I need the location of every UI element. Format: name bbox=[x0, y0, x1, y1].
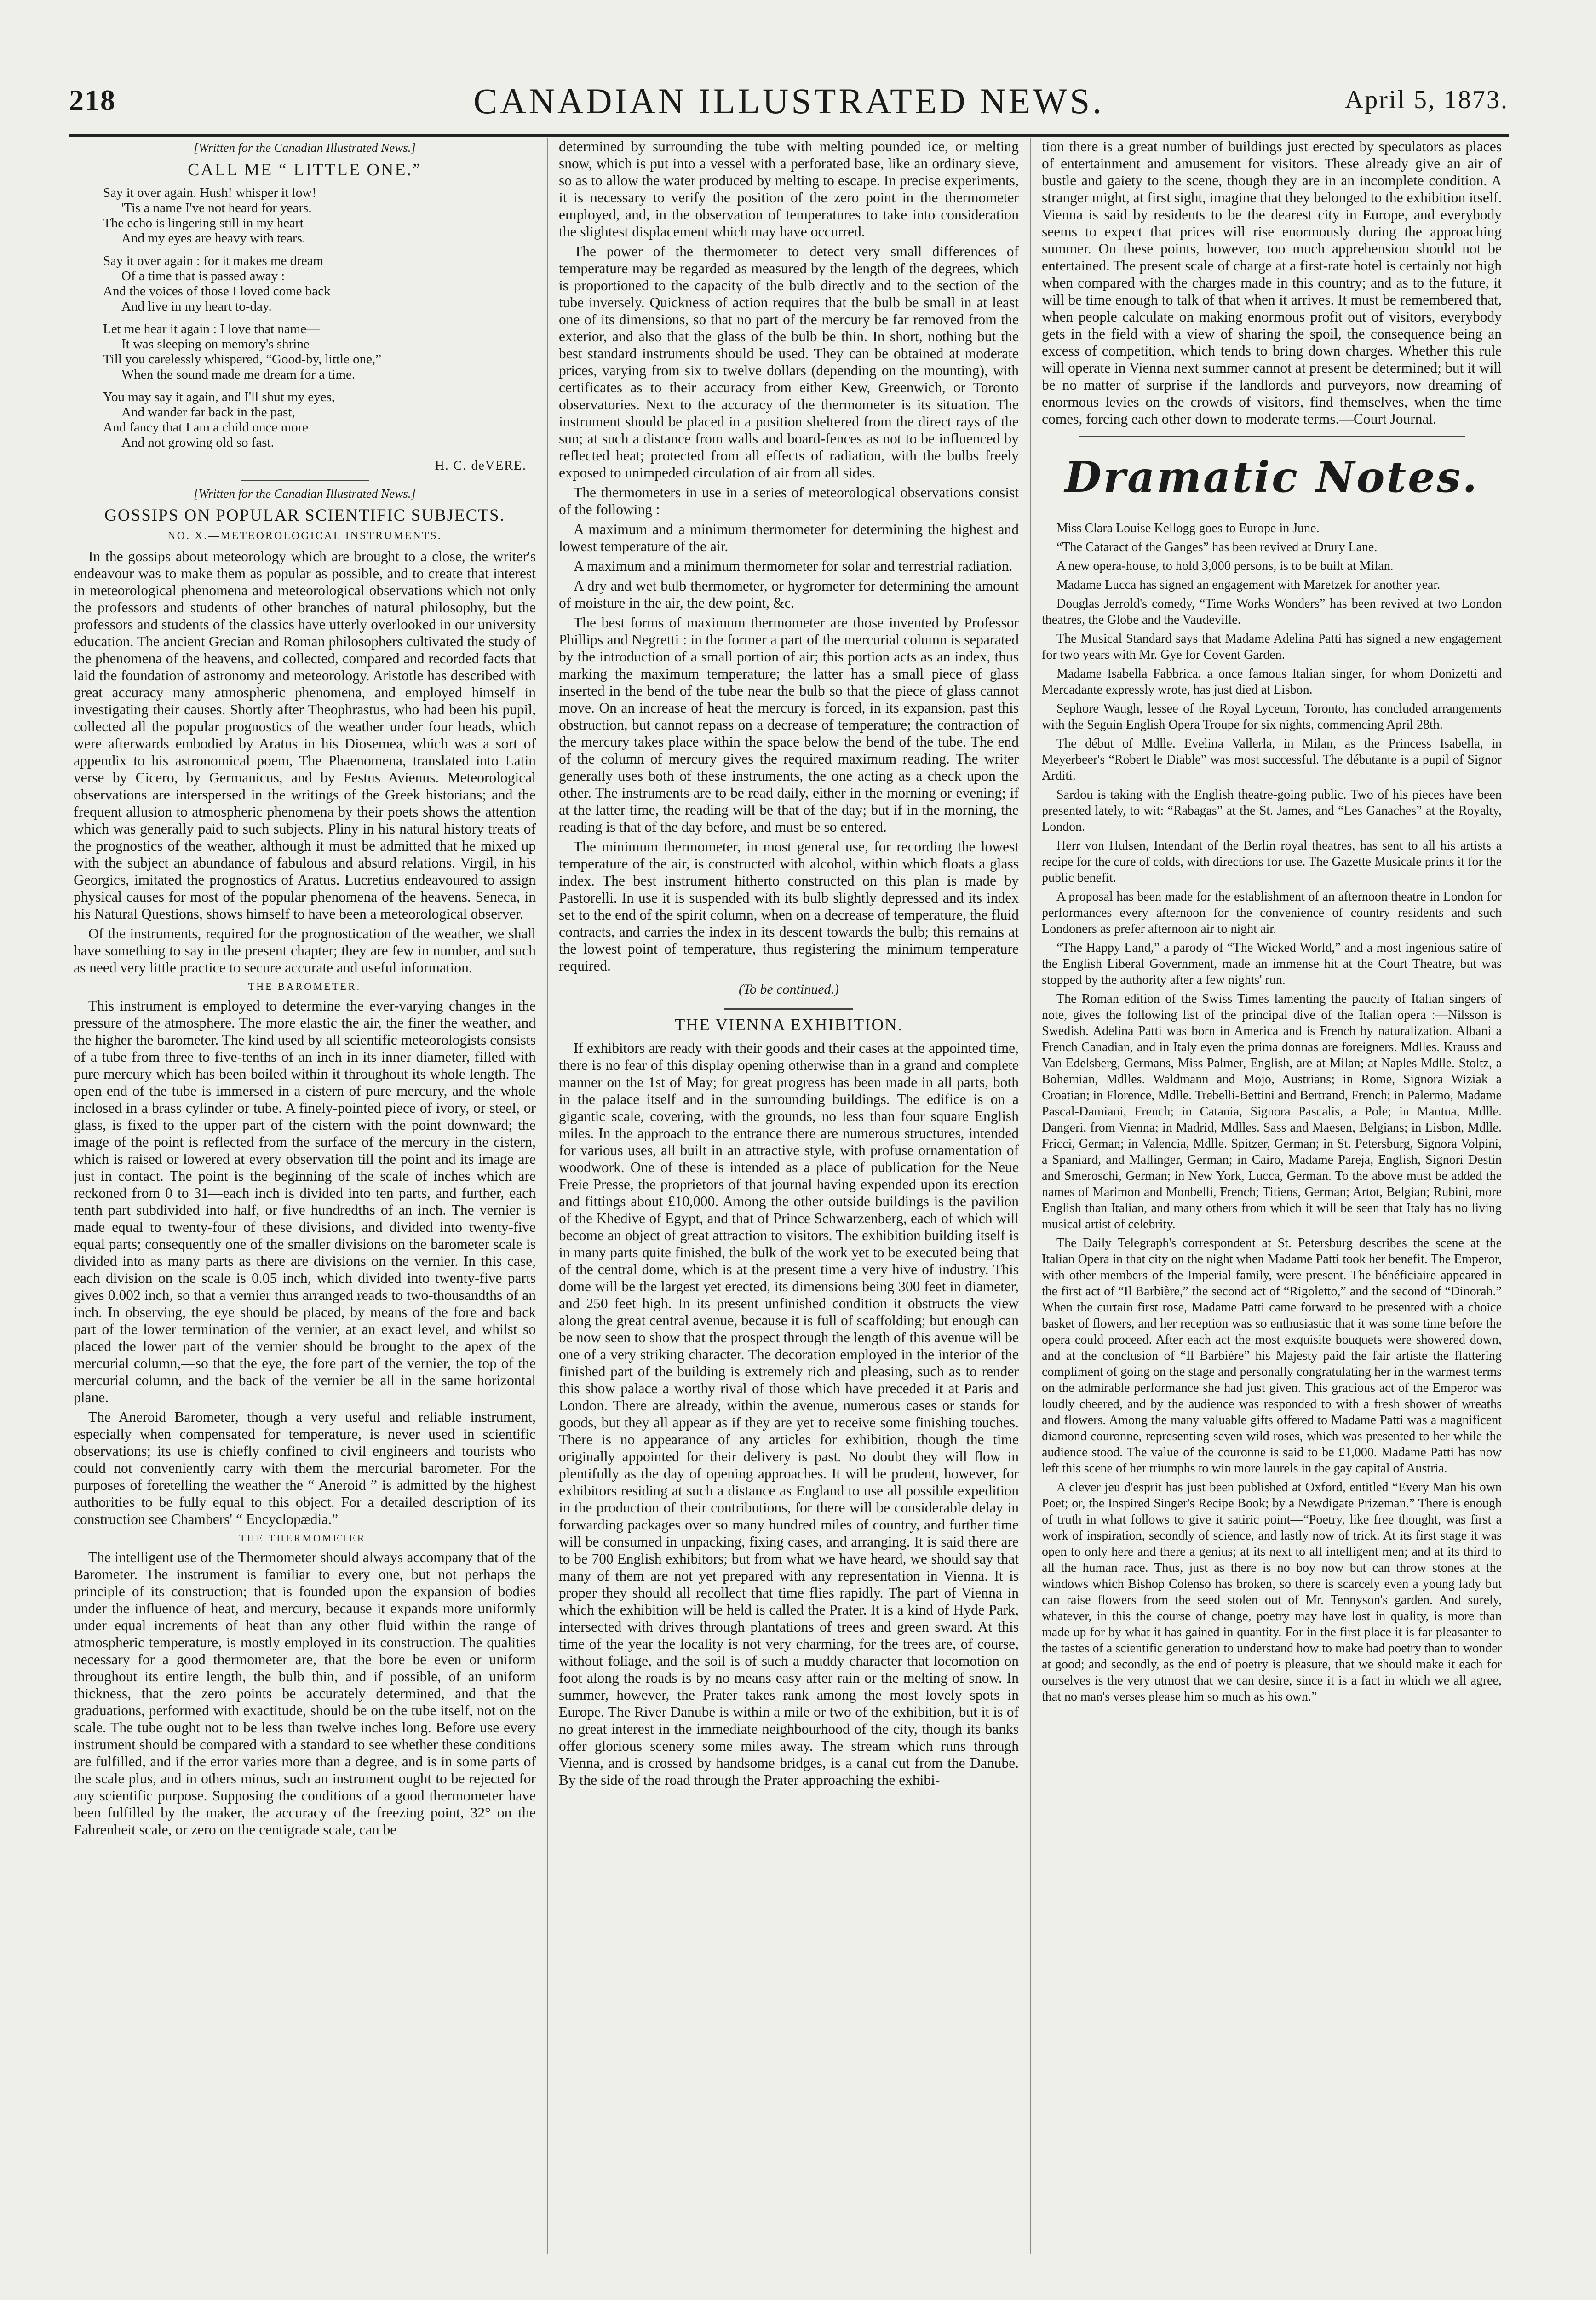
paragraph: A maximum and a minimum thermometer for determining the highest and lowest temperature of the air. bbox=[559, 521, 1019, 554]
poem-line: And not growing old so fast. bbox=[121, 435, 274, 450]
poem-line: Of a time that is passed away : bbox=[121, 269, 285, 283]
paragraph: A maximum and a minimum thermometer for solar and terrestrial radiation. bbox=[574, 558, 1013, 574]
note-item: Sephore Waugh, lessee of the Royal Lyceum, Toronto, has concluded arrangements with the Seguin English Opera Troupe for six nights, commencing April 28th. bbox=[1042, 702, 1502, 732]
paragraph: Of the instruments, required for the prognostication of the weather, we shall have something to say in the present chapter; they are few in number, and such as need very little practice to secure accurate and useful information. bbox=[74, 926, 536, 976]
to-be-continued: (To be continued.) bbox=[738, 982, 839, 997]
paragraph: determined by surrounding the tube with melting pounded ice, or melting snow, which is put into a vessel with a perforated base, like an ordinary sieve, so as to allow the water produced by melting to escape. In precise experiments, it is necessary to verify the position of the zero point in the thermometer employed, and, in the observation of temperatures to take into consideration the slightest displacement which may have occurred. bbox=[559, 138, 1019, 240]
poem-stanza bbox=[103, 322, 536, 382]
poem-line: Say it over again : for it makes me dream bbox=[103, 253, 324, 268]
paragraph: The intelligent use of the Thermometer should always accompany that of the Barometer. The instrument is familiar to every one, but not perhaps the principle of its construction; that is founded upon the expansion of bodies under the influence of heat, and mercury, because it expands more uniformly under equal increments of heat than any other fluid within the range of atmospheric temperature, is mostly employed in its construction. The qualities necessary for a good thermometer are, that the bore be even or uniform throughout its entire length, the bulb thin, and if possible, of an uniform thickness, that the zero points be accurately determined, and that the graduations, performed with exactitude, should be on the tube itself, not on the scale. The tube ought not to be less than twelve inches long. Before use every instrument should be compared with a standard to see whether these conditions are fulfilled, and if the error varies more than a degree, and is in some parts of the scale plus, and in others minus, such an instrument ought to be rejected for any scientific purpose. Supposing the conditions of a good thermometer have been fulfilled by the maker, the accuracy of the freezing point, 32° on the Fahrenheit scale, or zero on the centigrade scale, can be bbox=[74, 1549, 536, 1838]
paragraph: The Aneroid Barometer, though a very useful and reliable instrument, especially when compensated for temperature, is never used in scientific observations; its use is chiefly confined to civil engineers and tourists who could not conveniently carry with them the mercurial barometer. For the purposes of foretelling the weather the “ Aneroid ” is admitted by the highest authorities to be fully equal to this object. For a detailed description of its construction see Chambers' “ Encyclopædia.” bbox=[74, 1409, 536, 1527]
note-item: A new opera-house, to hold 3,000 persons, is to be built at Milan. bbox=[1056, 559, 1394, 573]
article-subtitle: NO. X.—METEOROLOGICAL INSTRUMENTS. bbox=[167, 530, 442, 542]
poem-stanza bbox=[103, 185, 536, 246]
column-divider bbox=[1030, 138, 1031, 2254]
note-item: “The Happy Land,” a parody of “The Wicked World,” and a most ingenious satire of the English Liberal Government, made an immense hit at the Court Theatre, but was stopped by the authority after a few nights' run. bbox=[1042, 941, 1502, 987]
poem-stanza bbox=[103, 390, 536, 450]
page-header bbox=[69, 80, 1509, 131]
poem-body bbox=[103, 185, 536, 450]
paragraph: A dry and wet bulb thermometer, or hygrometer for determining the amount of moisture in the air, the dew point, &c. bbox=[559, 578, 1019, 611]
poem-line: Till you carelessly whispered, “Good-by, little one,” bbox=[103, 352, 382, 367]
column-2 bbox=[559, 138, 1019, 2272]
paragraph: tion there is a great number of buildings just erected by speculators as places of entertainment and amusement for visitors. These already give an air of bustle and gaiety to the scene, though they are in an incomplete condition. A stranger might, at first sight, imagine that they belonged to the exhibition itself. Vienna is said by residents to be the dearest city in Europe, and everybody seems to expect that prices will rise enormously during the approaching summer. On these points, however, too much apprehension should not be entertained. The present scale of charge at a first-rate hotel is certainly not high when compared with the charges made in this country; and as to the future, it will be time enough to talk of that when it arrives. It must be remembered that, when people calculate on making enormous profit out of visitors, everybody gets in the field with a view of sharing the spoil, the consequence being an excess of competition, which tends to bring down charges. Whether this rule will operate in Vienna next summer cannot at present be determined; but it will be no matter of surprise if the landlords and purveyors, now dreaming of enormous levies on the crowds of visitors, find themselves, when the time comes, forcing each other down to moderate terms.—Court Journal. bbox=[1042, 138, 1502, 427]
paragraph: The best forms of maximum thermometer are those invented by Professor Phillips and Negretti : in the former a part of the mercurial column is separated by the introduction of a small portion of air; this portion acts as an index, thus marking the maximum temperature; the latter has a small piece of glass inserted in the bend of the tube near the bulb so that the piece of glass cannot move. On an increase of heat the mercury is forced, in its expansion, past this obstruction, but cannot repass on a decrease of temperature; the contraction of the mercury takes place within the space below the bend of the tube. The end of the column of mercury gives the required maximum reading. The writer generally uses both of these instruments, the one acting as a check upon the other. The instruments are to be read daily, either in the morning or evening; if at the latter time, the reading will be that of the day; but if in the morning, the reading is that of the day before, and must be so entered. bbox=[559, 615, 1019, 835]
paragraph: The thermometers in use in a series of meteorological observations consist of the following : bbox=[559, 484, 1019, 518]
poem-line: And fancy that I am a child once more bbox=[103, 420, 309, 435]
note-item: Herr von Hulsen, Intendant of the Berlin royal theatres, has sent to all his artists a recipe for the cure of colds, with directions for use. The Gazette Musicale prints it for the public benefit. bbox=[1042, 839, 1502, 885]
note-item: Douglas Jerrold's comedy, “Time Works Wonders” has been revived at two London theatres, the Globe and the Vaudeville. bbox=[1042, 597, 1502, 627]
poem-line: You may say it again, and I'll shut my eyes, bbox=[103, 390, 335, 404]
poem-line: Say it over again. Hush! whisper it low! bbox=[103, 185, 316, 200]
poem-line: And my eyes are heavy with tears. bbox=[121, 231, 306, 246]
poem-line: And live in my heart to-day. bbox=[121, 299, 272, 314]
paragraph: The minimum thermometer, in most general use, for recording the lowest temperature of the air, is constructed with alcohol, within which floats a glass index. The best instrument hitherto constructed on this plan is made by Pastorelli. In use it is suspended with its bulb slightly depressed and its index set to the end of the spirit column, when on a decrease of temperature, the fluid contracts, and carries the index in its descent towards the bulb; this remains at the lowest point of temperature, thus registering the minimum temperature required. bbox=[559, 839, 1019, 974]
column-1 bbox=[74, 138, 536, 2272]
poem-line: Let me hear it again : I love that name— bbox=[103, 322, 320, 336]
article-title: THE VIENNA EXHIBITION. bbox=[674, 1016, 903, 1035]
note-item: A proposal has been made for the establishment of an afternoon theatre in London for performances every afternoon for the convenience of country residents and such Londoners as prefer afternoon air to night air. bbox=[1042, 890, 1502, 936]
poem-line: It was sleeping on memory's shrine bbox=[121, 337, 310, 351]
paragraph: If exhibitors are ready with their goods and their cases at the appointed time, there is no fear of this display opening otherwise than in a grand and complete manner on the 1st of May; for great progress has been made in all parts, both in the palace itself and in the surrounding buildings. The edifice is on a gigantic scale, covering, with the grounds, no less than four square English miles. In the approach to the entrance there are numerous structures, intended for various uses, all built in an attractive style, with profuse ornamentation of woodwork. One of these is intended as a place of publication for the Neue Freie Presse, the proprietors of that journal having expended upon its erection and fittings about £10,000. Among the other outside buildings is the pavilion of the Khedive of Egypt, and that of Prince Schwarzenberg, each of which will become an object of great attraction to visitors. The exhibition building itself is in many parts quite finished, the bulk of the work yet to be executed being that of the central dome, which is at the present time a very hive of industry. This dome will be the largest yet erected, its dimensions being 300 feet in diameter, and 250 feet high. In its present unfinished condition it obstructs the view along the great central avenue, because it is full of scaffolding; but enough can be now seen to show that the prospect through the length of this avenue will be one of a very striking character. The decoration employed in the interior of the finished part of the building is extremely rich and pleasing, such as to render this show palace a worthy rival of those which have preceded it at Paris and London. There are already, within the avenue, numerous cases or stands for goods, but they all appear as if they are yet to receive some finishing touches. There is no appearance of any articles for exhibition, though the time originally appointed for their delivery is past. No doubt they will flow in plentifully as the day of opening approaches. It will be prudent, however, for exhibitors residing at such a distance as England to use all possible expedition in the production of their contributions, for there will be considerable delay in forwarding packages over so many hundred miles of country, and further time will be consumed in unpacking, fixing cases, and arranging. It is said there are to be 700 English exhibitors; but from what we have heard, we should say that many of them are not yet prepared with any representation in Vienna. It is proper they should all recollect that time flies rapidly. The part of Vienna in which the exhibition will be held is called the Prater. It is a kind of Hyde Park, intersected with drives through plantations of trees and green sward. At this time of the year the locality is not very charming, for the trees are, of course, without foliage, and the soil is of such a muddy character that locomotion on foot along the roads is by no means easy after rain or the melting of snow. In summer, however, the Prater takes rank among the most lovely spots in Europe. The River Danube is within a mile or two of the exhibition, but it is of no great interest in the immediate neighbourhood of the city, though its banks offer glorious scenery some miles away. The stream which runs through Vienna, and is crossed by handsome bridges, is a canal cut from the Danube. By the side of the road through the Prater approaching the exhibi- bbox=[559, 1040, 1019, 1788]
note-item: Miss Clara Louise Kellogg goes to Europe in June. bbox=[1056, 521, 1320, 535]
section-heading: THE BAROMETER. bbox=[248, 981, 362, 992]
poem-line: The echo is lingering still in my heart bbox=[103, 216, 304, 230]
paragraph: In the gossips about meteorology which are brought to a close, the writer's endeavour was to make them as popular as possible, and to create that interest in meteorological phenomena and meteorological observations which not only the professors and students of other branches of natural philosophy, but the professors and students of the classics have utterly overlooked in our university education. The ancient Grecian and Roman philosophers cultivated the study of the phenomena of the heavens, and collected, compared and recorded facts that laid the foundation of astronomy and meteorology. Aristotle has described with great accuracy many atmospheric phenomena, and employed himself in investigating their causes. Shortly after Theophrastus, who had been his pupil, collected all the popular prognostics of the weather under four heads, which were afterwards embodied by Aratus in his Diosemea, which was a sort of appendix to his astronomical poem, The Phaenomena, translated into Latin verse by Cicero, by Germanicus, and by Festus Avienus. Meteorological observations are interspersed in the writings of the Greek historians; and the frequent allusion to atmospheric phenomena by their poets shows the attention which was generally paid to such subjects. Pliny in his natural history treats of the prognostics of the weather, although it must be admitted that he mixed up with the subject an abundance of fabulous and absurd relations. Virgil, in his Georgics, imitated the prognostics of Aratus. Lucretius endeavoured to assign physical causes for most of the popular phenomena of the heavens. Seneca, in his Natural Questions, shows himself to have been a meteorological observer. bbox=[74, 548, 536, 922]
section-heading: THE THERMOMETER. bbox=[239, 1532, 370, 1544]
dramatic-notes-title: Dramatic Notes. bbox=[1064, 452, 1479, 502]
issue-date: April 5, 1873. bbox=[1344, 86, 1509, 114]
note-item: A clever jeu d'esprit has just been published at Oxford, entitled “Every Man his own Poet; or, the Inspired Singer's Recipe Book; by a Newdigate Prizeman.” There is enough of truth in what follows to give it satiric point—“Poetry, like free thought, was first a work of inspiration, secondly of science, and lastly now of trick. At its first stage it was open to only here and there a genius; at its next to all intelligent men; and at its third to all the human race. Thus, just as there is no boy now but can throw stones at the windows which Bishop Colenso has broken, so there is scarcely even a young lady but can raise flowers from the seed stolen out of Mr. Tennyson's garden. And surely, whatever, in this the course of change, poetry may have lost in quality, is more than made up for by what it has gained in quantity. For in the first place it is far pleasanter to the tastes of a scientific generation to understand how to make bad poetry than to wonder at good; and secondly, as the end of poetry is pleasure, that we should make it each for ourselves is the very utmost that we can desire, since it is a fact in which we all agree, that no man's verses please him so much as his own.” bbox=[1042, 1480, 1502, 1704]
poem-line: And the voices of those I loved come back bbox=[103, 284, 331, 299]
paragraph: This instrument is employed to determine the ever-varying changes in the pressure of the atmosphere. The more elastic the air, the finer the weather, and the higher the barometer. The kind used by all scientific meteorologists consists of a tube from three to five-tenths of an inch in its inner diameter, filled with pure mercury which has been boiled within it throughout its whole length. The open end of the tube is immersed in a cistern of pure mercury, and the whole inclosed in a brass cylinder or tube. A finely-pointed piece of ivory, or steel, or glass, is fixed to the upper part of the cistern with the point downward; the image of the point is reflected from the surface of the mercury in the cistern, which is raised or lowered at every observation till the point and its image are just in contact. The point is the beginning of the scale of inches which are reckoned from 0 to 31—each inch is divided into ten parts, and further, each tenth part subdivided into half, or five hundredths of an inch. The vernier is made equal to twenty-four of these divisions, and divided into twenty-five equal parts; consequently one of the smaller divisions on the barometer scale is divided into as many parts as there are divisions on the vernier. In this case, each division on the scale is 0.05 inch, which divided into twenty-five parts gives 0.002 inch, so that a vernier thus arranged reads to two-thousandths of an inch. In observing, the eye should be placed, by means of the fore and back part of the lower termination of the vernier, at an exact level, and whilst so placed the lower part of the vernier should be brought to the apex of the mercurial column,—so that the eye, the fore part of the vernier, the top of the mercurial column, and the back of the vernier be all in the same horizontal plane. bbox=[74, 998, 536, 1405]
note-item: The début of Mdlle. Evelina Vallerla, in Milan, as the Princess Isabella, in Meyerbeer's “Robert le Diable” was most successful. The débutante is a pupil of Signor Arditi. bbox=[1042, 736, 1502, 783]
section-rule bbox=[241, 480, 369, 481]
note-item: The Daily Telegraph's correspondent at St. Petersburg describes the scene at the Italian Opera in that city on the night when Madame Patti took her benefit. The Emperor, with other members of the Imperial family, were present. The bénéficiaire appeared in the first act of “Il Barbière,” the second act of “Rigoletto,” and the second of “Dinorah.” When the curtain first rose, Madame Patti came forward to be presented with a choice basket of flowers, and her reception was so enthusiastic that it was some time before the opera could proceed. After each act the most exquisite bouquets were showered down, and at the conclusion of “Il Barbière” his Majesty paid the fair artiste the flattering compliment of going on the stage and personally congratulating her in the warmest terms on the admirable performance she had just given. This gracious act of the Emperor was loudly cheered, and by the audience was responded to with a fresh shower of wreaths and flowers. Among the many valuable gifts offered to Madame Patti was a magnificent diamond couronne, representing seven wild roses, which was presented to her while the audience stood. The value of the couronne is said to be £1,000. Madame Patti has now left this scene of her triumphs to win more laurels in the gay capital of Austria. bbox=[1042, 1236, 1502, 1476]
paragraph: The power of the thermometer to detect very small differences of temperature may be regarded as measured by the length of the degrees, which is proportioned to the capacity of the bulb directly and to the section of the tube inversely. Quickness of action requires that the bulb be small in at least one of its dimensions, so that no part of the mercury be far removed from the exterior, and also that the glass of the bulb be thin. In short, nothing but the best standard instruments should be used. They can be obtained at moderate prices, varying from six to twelve dollars (depending on the mounting), with certificates as to their accuracy from either Kew, Greenwich, or Toronto observatories. Next to the accuracy of the thermometer is its situation. The instrument should be placed in a position sheltered from the direct rays of the sun; at such a distance from walls and board-fences as not to be influenced by reflected heat; protected from all effects of radiation, with the bulbs freely exposed to unimpeded circulation of air from all sides. bbox=[559, 243, 1019, 481]
note-item: The Roman edition of the Swiss Times lamenting the paucity of Italian singers of note, gives the following list of the principal dive of the Italian opera :—Nilsson is Swedish. Adelina Patti was born in America and is French by naturalization. Albani a French Canadian, and in Italy even the prima donnas are foreigners. Mdlles. Krauss and Van Edelsberg, Germans, Miss Palmer, English, are at Milan; at Naples Mdlle. Stoltz, a Bohemian, Mdlles. Waldmann and Mojo, Austrians; in Rome, Signora Wiziak a Croatian; in Florence, Mdlle. Trebelli-Bettini and Bertrand, French; in Palermo, Madame Pascal-Damiani, French; in Catania, Signora Pascalis, a Pole; in Mantua, Mdlle. Dangeri, from Vienna; in Madrid, Mdlles. Sass and Maesen, Belgians; in Lisbon, Mdlle. Fricci, German; in Valencia, Mdlle. Spitzer, German; in St. Petersburg, Signora Volpini, a Spaniard, and Mallinger, German; in Cairo, Madame Pareja, English, Signori Destin and Smeroschi, German; in New York, Lucca, German. To the above must be added the names of Marimon and Monbelli, French; Titiens, German; Artot, Belgian; Rubini, more English than Italian, and many others from which it will be seen that Italy has no living musical artist of celebrity. bbox=[1042, 992, 1502, 1231]
note-item: Madame Isabella Fabbrica, a once famous Italian singer, for whom Donizetti and Mercadante expressly wrote, has just died at Lisbon. bbox=[1042, 667, 1502, 697]
article-credit: [Written for the Canadian Illustrated News.] bbox=[193, 487, 416, 500]
section-rule bbox=[724, 1008, 853, 1010]
column-divider bbox=[547, 138, 548, 2254]
header-rule bbox=[69, 134, 1509, 137]
poem-line: 'Tis a name I've not heard for years. bbox=[121, 201, 312, 215]
page-number: 218 bbox=[69, 84, 116, 116]
poem-line: And wander far back in the past, bbox=[121, 405, 295, 420]
poem-credit: [Written for the Canadian Illustrated News.] bbox=[193, 141, 416, 155]
article-title: GOSSIPS ON POPULAR SCIENTIFIC SUBJECTS. bbox=[104, 506, 505, 525]
poem-signature: H. C. deVERE. bbox=[435, 459, 527, 473]
poem-line: When the sound made me dream for a time. bbox=[121, 367, 356, 382]
poem-stanza bbox=[103, 253, 536, 314]
poem-title: CALL ME “ LITTLE ONE.” bbox=[188, 160, 422, 179]
section-rule bbox=[1079, 435, 1465, 437]
note-item: “The Cataract of the Ganges” has been revived at Drury Lane. bbox=[1056, 540, 1378, 554]
column-3 bbox=[1042, 138, 1502, 2272]
note-item: The Musical Standard says that Madame Adelina Patti has signed a new engagement for two years with Mr. Gye for Covent Garden. bbox=[1042, 632, 1502, 662]
note-item: Sardou is taking with the English theatre-going public. Two of his pieces have been presented lately, to wit: “Rabagas” at the St. James, and “Les Ganaches” at the Royalty, London. bbox=[1042, 788, 1502, 834]
masthead: CANADIAN ILLUSTRATED NEWS. bbox=[473, 81, 1104, 121]
note-item: Madame Lucca has signed an engagement with Maretzek for another year. bbox=[1056, 578, 1441, 592]
